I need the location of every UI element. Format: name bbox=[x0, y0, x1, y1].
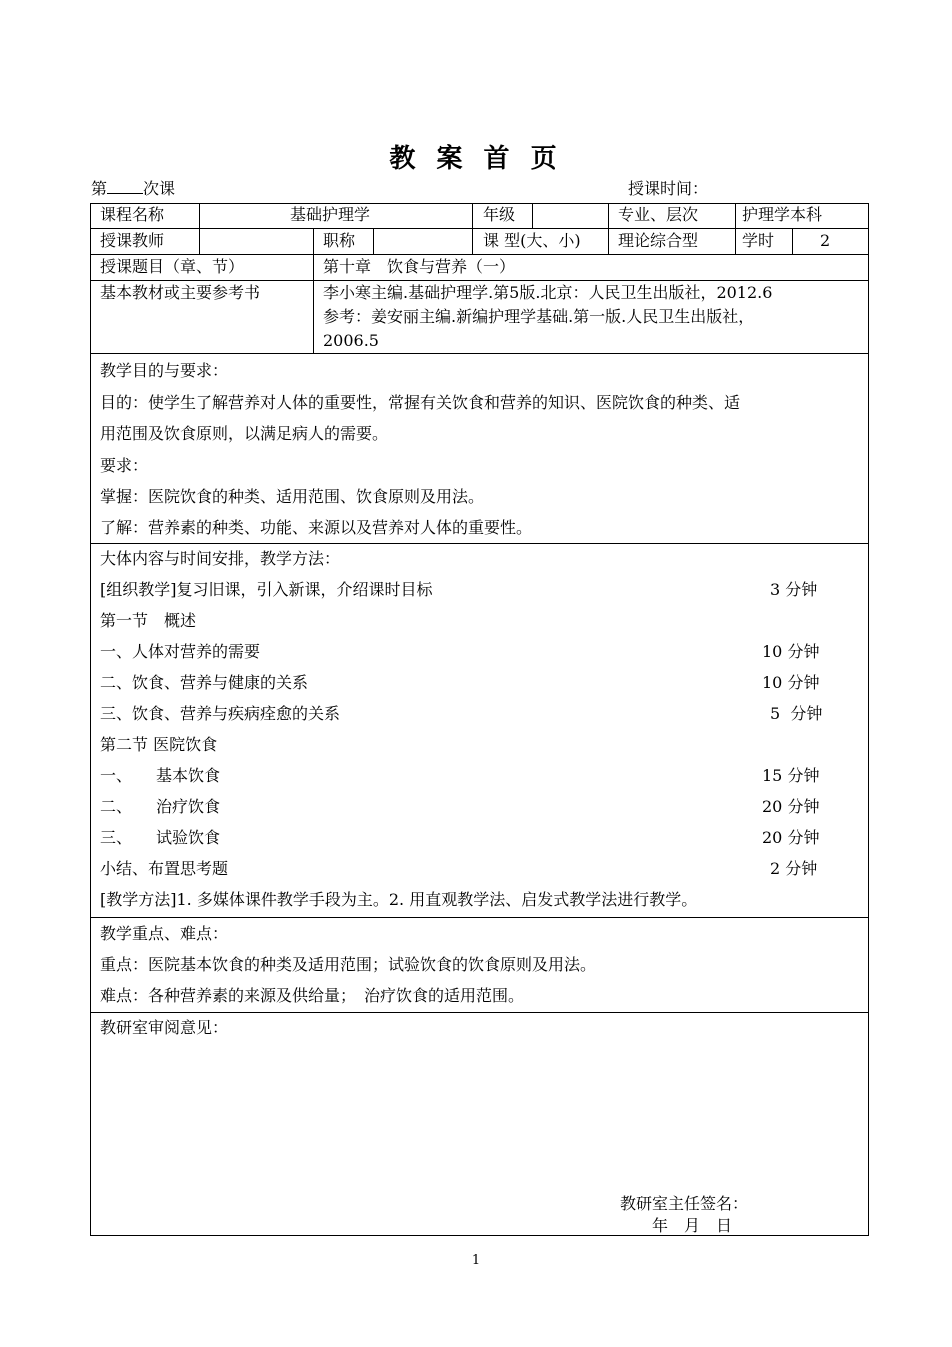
content-row-text: 一、 基本饮食 bbox=[100, 766, 221, 785]
hours-label: 学时 bbox=[742, 231, 775, 250]
major-value: 护理学本科 bbox=[742, 205, 823, 224]
content-row-time: 10 分钟 bbox=[762, 642, 820, 661]
content-row-time: 10 分钟 bbox=[762, 673, 820, 692]
content-row-time: 5 分钟 bbox=[770, 704, 823, 723]
content-row-text: 三、 试验饮食 bbox=[100, 828, 221, 847]
page-number: 1 bbox=[471, 1253, 481, 1268]
row-divider bbox=[90, 254, 869, 255]
row-divider bbox=[90, 280, 869, 281]
col-divider bbox=[199, 228, 200, 254]
col-divider bbox=[532, 203, 533, 228]
grade-label: 年级 bbox=[483, 205, 516, 224]
objectives-line: 了解：营养素的种类、功能、来源以及营养对人体的重要性。 bbox=[100, 518, 533, 537]
content-row-text: 二、 治疗饮食 bbox=[100, 797, 221, 816]
textbook-line: 2006.5 bbox=[323, 331, 379, 350]
content-row-text: 三、饮食、营养与疾病痊愈的关系 bbox=[100, 704, 341, 723]
lesson-number-line bbox=[91, 176, 175, 199]
teacher-label: 授课教师 bbox=[100, 231, 165, 250]
content-row-time: 15 分钟 bbox=[762, 766, 820, 785]
col-divider bbox=[199, 203, 200, 228]
lesson-prefix: 第 bbox=[91, 179, 108, 198]
row-divider bbox=[90, 543, 869, 544]
content-row-text: 第二节 医院饮食 bbox=[100, 735, 218, 754]
topic-value: 第十章 饮食与营养（一） bbox=[323, 257, 516, 276]
content-row-text: 一、人体对营养的需要 bbox=[100, 642, 261, 661]
content-heading: 大体内容与时间安排，教学方法： bbox=[100, 549, 341, 568]
hours-value: 2 bbox=[820, 231, 831, 250]
content-row-text: 第一节 概述 bbox=[100, 611, 197, 630]
textbook-line: 参考：姜安丽主编.新编护理学基础.第一版.人民卫生出版社， bbox=[323, 307, 755, 326]
lesson-suffix: 次课 bbox=[143, 179, 176, 198]
row-divider bbox=[90, 353, 869, 354]
objectives-line: 用范围及饮食原则，以满足病人的需要。 bbox=[100, 424, 389, 443]
objectives-line: 目的：使学生了解营养对人体的重要性，常握有关饮食和营养的知识、医院饮食的种类、适 bbox=[100, 393, 741, 412]
course-name-label: 课程名称 bbox=[100, 205, 165, 224]
keypoints-heading: 教学重点、难点： bbox=[100, 924, 229, 943]
objectives-line: 要求： bbox=[100, 456, 149, 475]
objectives-heading: 教学目的与要求： bbox=[100, 361, 229, 380]
keypoints-line: 难点：各种营养素的来源及供给量； 治疗饮食的适用范围。 bbox=[100, 986, 525, 1005]
course-type-value: 理论综合型 bbox=[618, 231, 699, 250]
col-divider bbox=[735, 203, 736, 254]
director-signature-label: 教研室主任签名： bbox=[620, 1194, 749, 1213]
topic-label: 授课题目（章、节） bbox=[100, 257, 245, 276]
textbook-line: 李小寒主编.基础护理学.第5版.北京：人民卫生出版社，2012.6 bbox=[323, 283, 773, 302]
content-row-time: 3 分钟 bbox=[770, 580, 818, 599]
lesson-number-blank[interactable] bbox=[107, 179, 143, 194]
review-date: 年 月 日 bbox=[652, 1216, 733, 1235]
content-row-time: 2 分钟 bbox=[770, 859, 818, 878]
content-row-text: 二、饮食、营养与健康的关系 bbox=[100, 673, 309, 692]
keypoints-line: 重点：医院基本饮食的种类及适用范围；试验饮食的饮食原则及用法。 bbox=[100, 955, 597, 974]
page-title: 教 案 首 页 bbox=[389, 144, 563, 174]
content-row-text: 小结、布置思考题 bbox=[100, 859, 229, 878]
objectives-line: 掌握：医院饮食的种类、适用范围、饮食原则及用法。 bbox=[100, 487, 485, 506]
col-divider bbox=[373, 228, 374, 254]
content-row-time: 20 分钟 bbox=[762, 797, 820, 816]
course-name-value: 基础护理学 bbox=[290, 205, 371, 224]
textbook-label: 基本教材或主要参考书 bbox=[100, 283, 261, 302]
content-row-text: [组织教学]复习旧课，引入新课，介绍课时目标 bbox=[100, 580, 433, 599]
teaching-method: [教学方法]1. 多媒体课件教学手段为主。2. 用直观教学法、启发式教学法进行教学。 bbox=[100, 890, 698, 909]
review-heading: 教研室审阅意见： bbox=[100, 1018, 229, 1037]
row-divider bbox=[90, 1012, 869, 1013]
row-divider bbox=[90, 917, 869, 918]
col-divider bbox=[608, 203, 609, 254]
course-type-label: 课 型(大、小) bbox=[483, 231, 581, 250]
row-divider bbox=[90, 228, 869, 229]
col-divider bbox=[313, 228, 314, 353]
col-divider bbox=[472, 203, 473, 254]
content-row-time: 20 分钟 bbox=[762, 828, 820, 847]
rank-label: 职称 bbox=[323, 231, 356, 250]
teach-time-label: 授课时间： bbox=[628, 179, 709, 198]
major-label: 专业、层次 bbox=[618, 205, 699, 224]
col-divider bbox=[792, 228, 793, 254]
